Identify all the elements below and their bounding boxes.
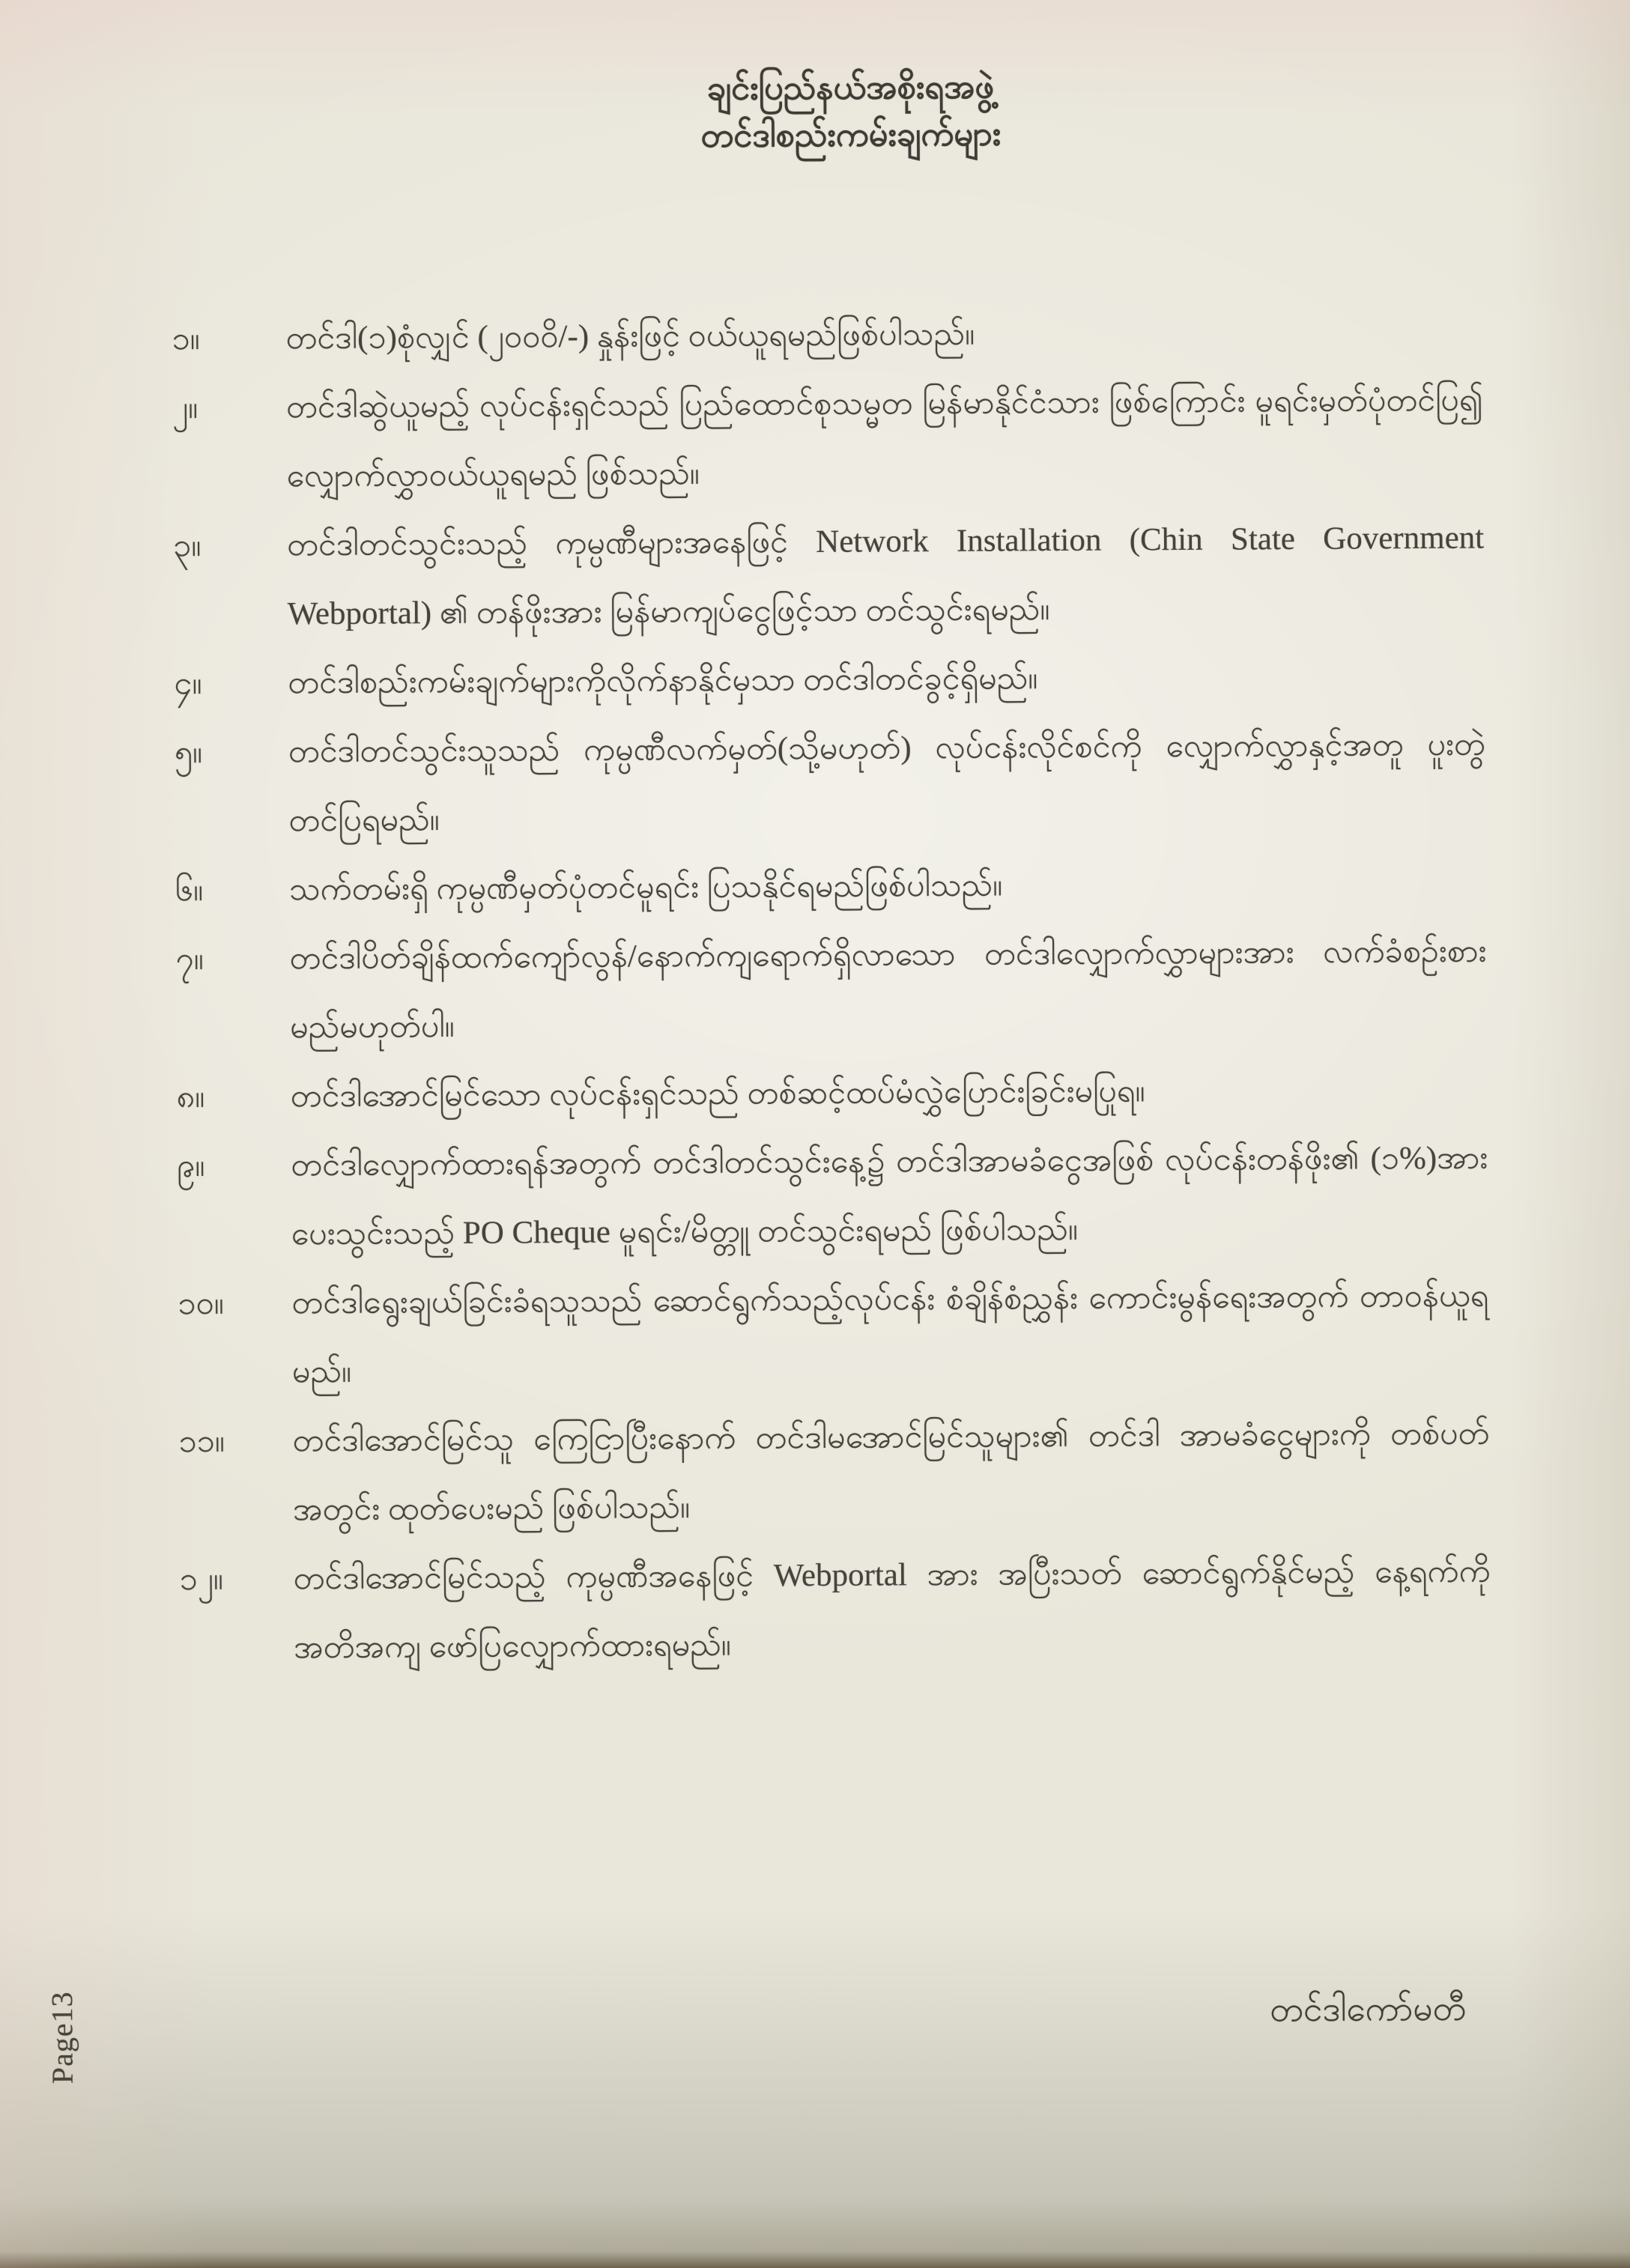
list-item [179, 1538, 1491, 1684]
list-item [175, 849, 1487, 926]
item-number: ၁၂။ [179, 1561, 224, 1598]
item-number: ၅။ [174, 734, 203, 771]
item-text: တင်ဒါပိတ်ချိန်ထက်ကျော်လွန်/နောက်ကျရောက်ရှိလာသော တင်ဒါလျှောက်လွှာများအား လက်ခံစဉ်းစားမည်မဟုတ်ပါ။ [289, 933, 1487, 1046]
page-number-label: Page13 [44, 1991, 79, 2084]
list-item [174, 642, 1485, 719]
item-text: တင်ဒါအောင်မြင်သော လုပ်ငန်းရှင်သည် တစ်ဆင့်ထပ်မံလွှဲပြောင်းခြင်းမပြုရ။ [290, 1073, 1145, 1115]
item-text: တင်ဒါအောင်မြင်သည့် ကုမ္ပဏီအနေဖြင့် Webportal အား အပြီးသတ် ဆောင်ရွက်နိုင်မည့် နေ့ရက်ကို အတိအကျ ဖော်ပြလျှောက်ထားရမည်။ [293, 1553, 1491, 1666]
item-number: ၁။ [172, 321, 200, 357]
item-text: တင်ဒါတင်သွင်းသူသည် ကုမ္ပဏီလက်မှတ်(သို့မဟုတ်) လုပ်ငန်းလိုင်စင်ကို လျှောက်လွှာနှင့်အတူ ပူးတွဲတင်ပြရမည်။ [288, 727, 1485, 839]
item-text: သက်တမ်းရှိ ကုမ္ပဏီမှတ်ပုံတင်မူရင်း ပြသနိုင်ရမည်ဖြစ်ပါသည်။ [288, 867, 1003, 908]
item-number: ၆။ [175, 872, 204, 909]
list-item [178, 1400, 1490, 1546]
item-number: ၄။ [174, 665, 202, 702]
item-text: တင်ဒါဆွဲယူမည့် လုပ်ငန်းရှင်သည် ပြည်ထောင်စုသမ္မတ မြန်မာနိုင်ငံသား ဖြစ်ကြောင်း မူရင်းမှတ်ပုံတင်ပြ၍ လျှောက်လွှာဝယ်ယူရမည် ဖြစ်သည်။ [285, 382, 1484, 494]
tender-committee-signature: တင်ဒါကော်မတီ [1269, 1989, 1467, 2029]
item-number: ၇။ [175, 941, 204, 977]
item-number: ၁၀။ [178, 1285, 224, 1322]
title-line-2: တင်ဒါစည်းကမ်းချက်များ [700, 115, 1002, 154]
list-item [178, 1262, 1489, 1408]
list-item [175, 711, 1486, 857]
list-item [172, 366, 1484, 512]
item-text: တင်ဒါတင်သွင်းသည့် ကုမ္ပဏီများအနေဖြင့် Network Installation (Chin State Government Webportal) ၏ တန်ဖိုးအား မြန်မာကျပ်ငွေဖြင့်သာ တင်သွင်းရမည်။ [287, 520, 1485, 632]
list-item [173, 504, 1485, 650]
title-line-1: ချင်းပြည်နယ်အစိုးရအဖွဲ့ [706, 67, 995, 107]
document-title [35, 59, 1630, 163]
tender-terms-list [172, 297, 1491, 1684]
list-item [175, 918, 1487, 1064]
item-number: ၂။ [172, 390, 199, 426]
item-number: ၈။ [176, 1079, 205, 1115]
list-item [176, 1055, 1488, 1133]
item-text: တင်ဒါအောင်မြင်သူ ကြေငြာပြီးနောက် တင်ဒါမအောင်မြင်သူများ၏ တင်ဒါ အာမခံငွေများကို တစ်ပတ်အတွင်း ထုတ်ပေးမည် ဖြစ်ပါသည်။ [292, 1416, 1490, 1528]
item-number: ၁၁။ [178, 1423, 225, 1460]
item-number: ၉။ [177, 1147, 205, 1184]
item-text: တင်ဒါရွေးချယ်ခြင်းခံရသူသည် ဆောင်ရွက်သည့်လုပ်ငန်း စံချိန်စံညွှန်း ကောင်းမွန်ရေးအတွက် တာဝန်ယူရမည်။ [291, 1278, 1489, 1390]
item-text: တင်ဒါ(၁)စုံလျှင် (၂၀၀၀ိ/-) နှုန်းဖြင့် ဝယ်ယူရမည်ဖြစ်ပါသည်။ [285, 316, 975, 357]
item-text: တင်ဒါလျှောက်ထားရန်အတွက် တင်ဒါတင်သွင်းနေ့၌ တင်ဒါအာမခံငွေအဖြစ် လုပ်ငန်းတန်ဖိုး၏ (၁%)အား ပေးသွင်းသည့် PO Cheque မူရင်း/မိတ္တူ တင်သွင်းရမည် ဖြစ်ပါသည်။ [291, 1140, 1488, 1252]
item-text: တင်ဒါစည်းကမ်းချက်များကိုလိုက်နာနိုင်မှသာ တင်ဒါတင်ခွင့်ရှိမည်။ [288, 661, 1038, 701]
item-number: ၃။ [173, 527, 202, 564]
list-item [172, 297, 1483, 375]
list-item [177, 1124, 1488, 1270]
